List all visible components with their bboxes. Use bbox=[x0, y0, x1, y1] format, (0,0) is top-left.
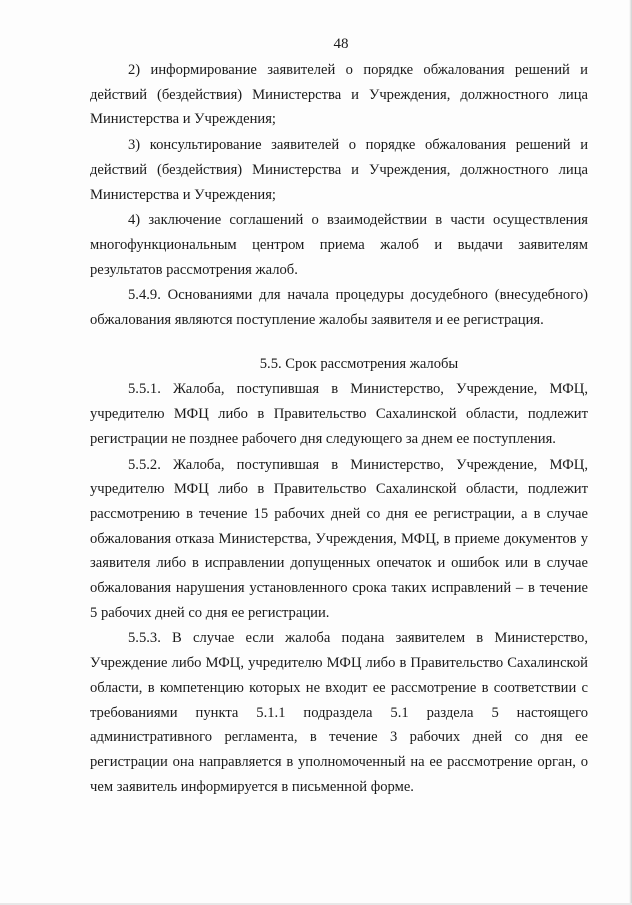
paragraph-item-2: 2) информирование заявителей о порядке обжалования решений и действий (бездействия) Министерства и Учреждения, должностного лица Министерства и Учреждения; bbox=[90, 62, 588, 128]
paragraph-item-4: 4) заключение соглашений о взаимодействии в части осуществления многофункциональным центром приема жалоб и выдачи заявителям результатов рассмотрения жалоб. bbox=[90, 212, 588, 278]
paragraph-5-5-3: 5.5.3. В случае если жалоба подана заявителем в Министерство, Учреждение либо МФЦ, учредителю МФЦ либо в Правительство Сахалинской области, в компетенцию которых не входит ее рассмотрение в соответствии с требованиями пункта 5.1.1 подраздела 5.1 раздела 5 настоящего административного регламента, в течение 3 рабочих дней со дня ее регистрации она направляется в уполномоченный на ее рассмотрение орган, о чем заявитель информируется в письменной форме. bbox=[90, 630, 588, 795]
document-body bbox=[90, 58, 588, 800]
page-number: 48 bbox=[333, 36, 349, 52]
paragraph-item-3: 3) консультирование заявителей о порядке обжалования решений и действий (бездействия) Министерства и Учреждения, должностного лица Министерства и Учреждения; bbox=[90, 137, 588, 203]
paragraph-5-4-9: 5.4.9. Основаниями для начала процедуры досудебного (внесудебного) обжалования являются поступление жалобы заявителя и ее регистрация. bbox=[90, 287, 588, 329]
paragraph-5-5-2: 5.5.2. Жалоба, поступившая в Министерство, Учреждение, МФЦ, учредителю МФЦ либо в Правительство Сахалинской области, подлежит рассмотрению в течение 15 рабочих дней со дня ее регистрации, а в случае обжалования отказа Министерства, Учреждения, МФЦ, в приеме документов у заявителя либо в исправлении допущенных опечаток и ошибок или в случае обжалования нарушения установленного срока таких исправлений – в течение 5 рабочих дней со дня ее регистрации. bbox=[90, 456, 588, 621]
section-title: 5.5. Срок рассмотрения жалобы bbox=[259, 355, 459, 372]
paragraph-5-5-1: 5.5.1. Жалоба, поступившая в Министерство, Учреждение, МФЦ, учредителю МФЦ либо в Правительство Сахалинской области, подлежит регистрации не позднее рабочего дня следующего за днем ее поступления. bbox=[90, 381, 588, 447]
